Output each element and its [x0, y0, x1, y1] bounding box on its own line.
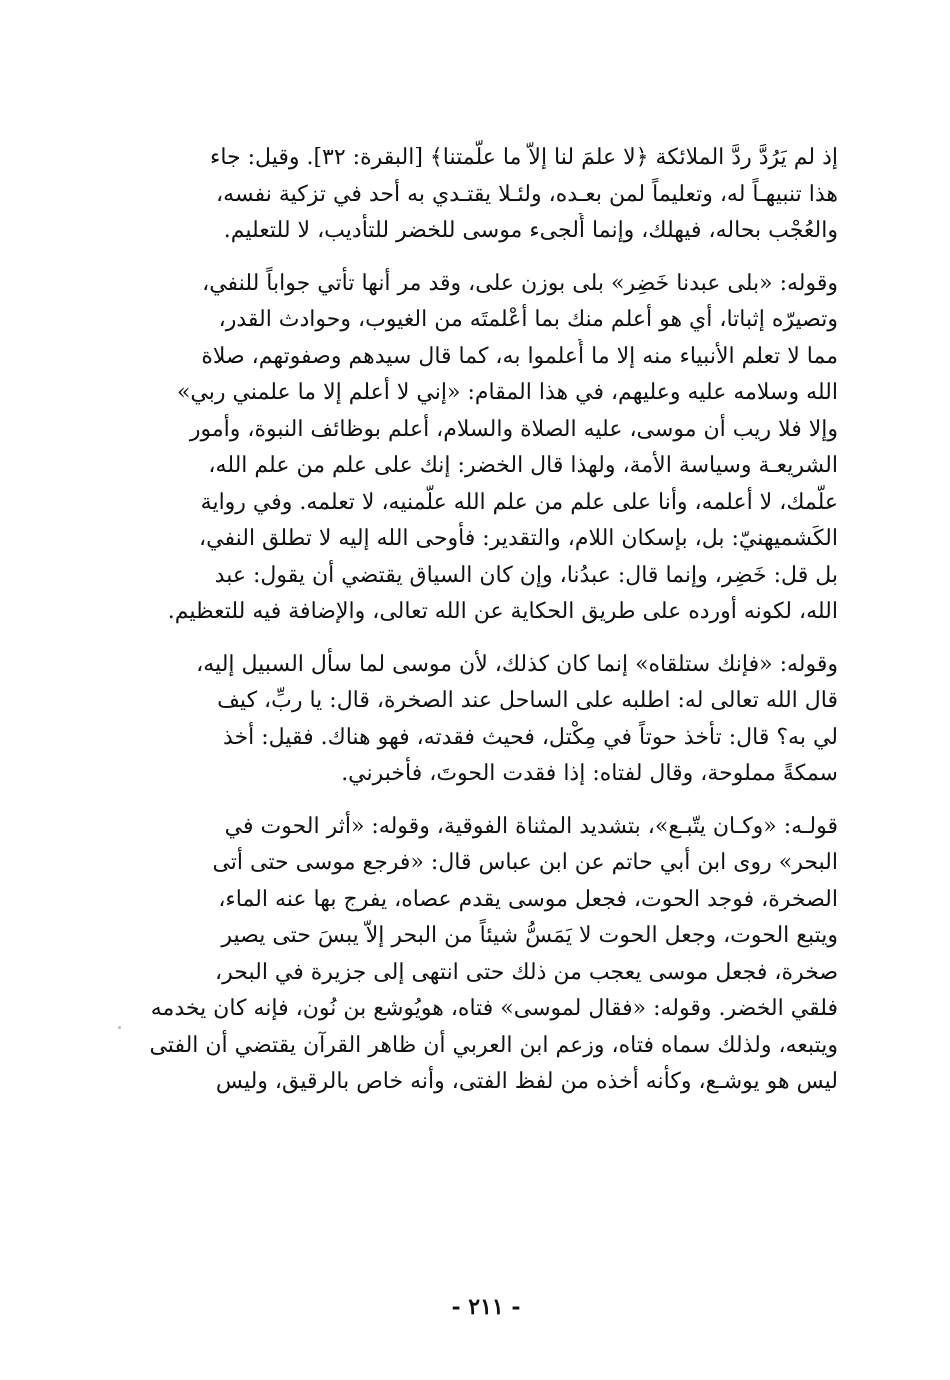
text-line: علّمك، لا أعلمه، وأنا على علم من علم الله علّمنيه، لا تعلمه. وفي رواية — [200, 489, 838, 515]
text-line: بل قل: خَضِر، وإنما قال: عبدُنا، وإن كان السياق يقتضي أن يقول: عبد — [214, 562, 838, 588]
text-line: الكَشميهنيّ: بل، بإسكان اللام، والتقدير: فأوحى الله إليه لا تطلق النفي، — [199, 526, 838, 551]
text-line: وقوله: «بلى عبدنا خَضِر» بلى بوزن على، وقد مر أنها تأتي جواباً للنفي، — [202, 270, 838, 296]
paragraph-3 — [134, 647, 838, 793]
paragraph-4 — [134, 809, 838, 1101]
text-line: فلقي الخضر. وقوله: «فقال لموسى» فتاه، هويُوشع بن نُون، فإنه كان يخدمه — [150, 996, 838, 1021]
text-line: وإلا فلا ريب أن موسى، عليه الصلاة والسلام، أعلم بوظائف النبوة، وأمور — [189, 416, 838, 442]
text-line: الله، لكونه أورده على طريق الحكاية عن الله تعالى، والإضافة فيه للتعظيم. — [167, 599, 838, 624]
page-body — [134, 140, 838, 1320]
text-line: ويتبع الحوت، وجعل الحوت لا يَمَسُّ شيئاً من البحر إلاّ يبسَ حتى يصير — [221, 923, 838, 948]
text-line: الله وسلامه عليه وعليهم، في هذا المقام: «إني لا أعلم إلا ما علمني ربي» — [176, 380, 838, 405]
text-line: هذا تنبيهـاً له، وتعليماً لمن بعـده، ولئـلا يقتـدي به أحد في تزكية نفسه، — [216, 181, 838, 207]
text-line: ليس هو يوشـع، وكأنه أخذه من لفظ الفتى، وأنه خاص بالرقيق، وليس — [215, 1069, 838, 1094]
text-line: قال الله تعالى له: اطلبه على الساحل عند الصخرة، قال: يا ربِّ، كيف — [217, 688, 838, 713]
text-line: ويتبعه، ولذلك سماه فتاه، وزعم ابن العربي أن ظاهر القرآن يقتضي أن الفتى — [149, 1032, 838, 1058]
text-line: مما لا تعلم الأنبياء منه إلا ما أُعلموا به، كما قال سيدهم وصفوتهم، صلاة — [201, 343, 838, 369]
text-line: سمكةً مملوحة، وقال لفتاه: إذا فقدت الحوتَ، فأخبرني. — [341, 761, 838, 786]
text-line: لي به؟ قال: تأخذ حوتاً في مِكْتل، فحيث فقدته، فهو هناك. فقيل: أخذ — [222, 724, 838, 750]
text-line: الصخرة، فوجد الحوت، فجعل موسى يقدم عصاه، يفرج بها عنه الماء، — [218, 886, 838, 912]
text-line: البحر» روى ابن أبي حاتم عن ابن عباس قال: «فرجع موسى حتى أتى — [212, 850, 838, 875]
page-number: - ٢١١ - — [451, 1294, 521, 1320]
text-line: وقوله: «فإنك ستلقاه» إنما كان كذلك، لأن موسى لما سأل السبيل إليه، — [196, 651, 838, 677]
text-line: صخرة، فجعل موسى يعجب من ذلك حتى انتهى إلى جزيرة في البحر، — [215, 959, 838, 985]
text-line: والعُجْب بحاله، فيهلك، وإنما أُلجىء موسى للخضر للتأديب، لا للتعليم. — [223, 218, 838, 243]
text-line: قولـه: «وكـان يتّبـع»، بتشديد المثناة الفوقية، وقوله: «أثر الحوت في — [224, 813, 838, 839]
paragraph-2 — [134, 266, 838, 631]
paragraph-1 — [134, 140, 838, 250]
scan-speck — [118, 1026, 121, 1029]
text-line: الشريعـة وسياسة الأمة، ولهذا قال الخضر: إنك على علم من علم الله، — [208, 453, 838, 478]
text-line: وتصيرّه إثباتا، أي هو أعلم منك بما أعْلمتَه من الغيوب، وحوادث القدر، — [218, 307, 838, 332]
text-line: إذ لم يَرُدَّ ردَّ الملائكة ﴿لا علمَ لنا إلاّ ما علّمتنا﴾ [البقرة: ٣٢]. وقيل: جاء — [209, 145, 838, 170]
